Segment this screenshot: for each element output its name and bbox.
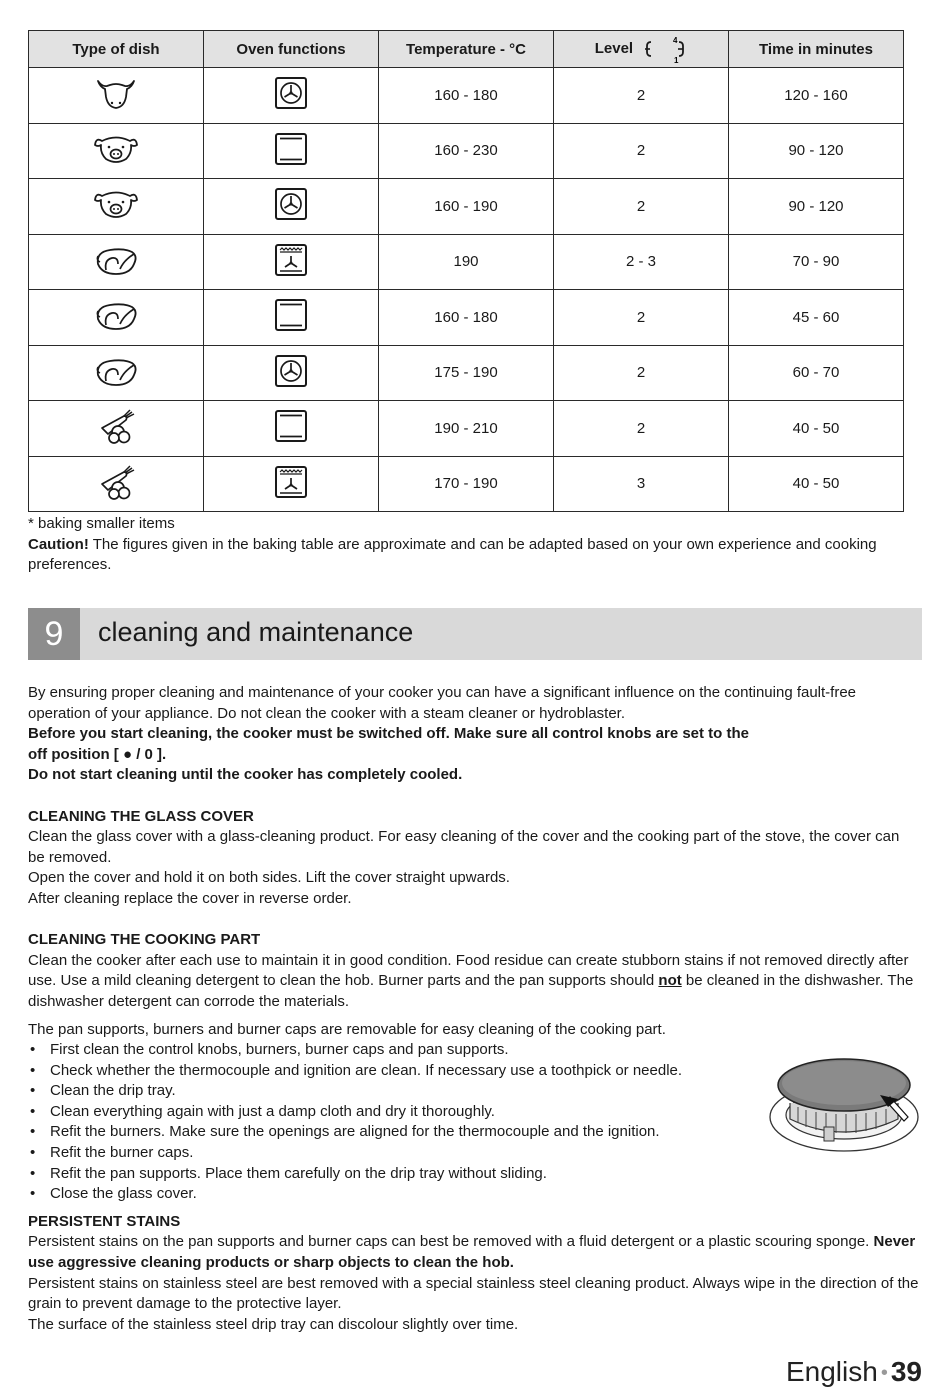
temperature-cell: 160 - 180 (379, 290, 554, 346)
section-number: 9 (28, 608, 80, 660)
intro-warning-3: Do not start cleaning until the cooker has completely cooled. (28, 766, 463, 784)
poultry-icon (92, 297, 140, 333)
table-row (29, 123, 904, 179)
level-cell: 2 (554, 345, 729, 401)
level-cell: 3 (554, 456, 729, 512)
temperature-cell: 170 - 190 (379, 456, 554, 512)
temperature-cell: 175 - 190 (379, 345, 554, 401)
vegetables-icon (94, 408, 138, 444)
dish-cell (29, 234, 204, 290)
list-item: • Close the glass cover. (28, 1184, 920, 1205)
temperature-cell: 190 (379, 234, 554, 290)
list-item: • Refit the burners. Make sure the openings are aligned for the thermocouple and the ignition. (28, 1122, 920, 1143)
cooking-part-heading: CLEANING THE COOKING PART (28, 931, 261, 949)
dish-cell (29, 123, 204, 179)
glass-cover-heading: CLEANING THE GLASS COVER (28, 807, 254, 825)
glass-cover-p1: Clean the glass cover with a glass-cleaning product. For easy cleaning of the cover and the cooking part of the stove, the cover can be removed. (28, 828, 900, 866)
fan-oven-icon (274, 76, 308, 110)
persistent-stains-heading: PERSISTENT STAINS (28, 1212, 181, 1230)
function-cell (204, 345, 379, 401)
caution-label: Caution! (28, 535, 89, 553)
level-cell: 2 - 3 (554, 234, 729, 290)
header-level (554, 31, 729, 68)
level-top-mark: 4 (673, 36, 678, 45)
level-cell: 2 (554, 68, 729, 124)
level-cell: 2 (554, 179, 729, 235)
dish-cell (29, 290, 204, 346)
table-row (29, 68, 904, 124)
baking-table-container (28, 30, 903, 512)
level-bottom-mark: 1 (674, 56, 679, 64)
fan-oven-icon (274, 187, 308, 221)
intro-warning-2: off position [ ● / 0 ]. (28, 745, 167, 763)
time-cell: 40 - 50 (729, 401, 904, 457)
cooking-part-p1-b: be cleaned in the dishwasher. The dishwasher detergent can corrode the materials. (28, 972, 914, 1010)
temperature-cell: 160 - 190 (379, 179, 554, 235)
table-row (29, 179, 904, 235)
footer-language: English (785, 1356, 878, 1387)
time-cell: 70 - 90 (729, 234, 904, 290)
function-cell (204, 179, 379, 235)
caution-text: The figures given in the baking table are approximate and can be adapted based on your own experience and cooking preferences. (28, 535, 877, 573)
table-notes (28, 514, 908, 576)
function-cell (204, 123, 379, 179)
header-time: Time in minutes (729, 31, 904, 68)
table-row (29, 234, 904, 290)
persistent-p2: Persistent stains on stainless steel are best removed with a special stainless steel cleaning product. Always wipe in the direction of the grain to prevent damage to the protective layer. (28, 1274, 919, 1313)
dish-cell (29, 179, 204, 235)
footer-separator: • (880, 1362, 888, 1385)
cooking-part-p2: The pan supports, burners and burner caps are removable for easy cleaning of the cooking part. (28, 1020, 666, 1038)
caution-note (28, 535, 908, 576)
shelf-level-icon (643, 36, 687, 62)
function-cell (204, 68, 379, 124)
function-cell (204, 290, 379, 346)
header-type-of-dish: Type of dish (29, 31, 204, 68)
fan-oven-icon (274, 354, 308, 388)
temperature-cell: 190 - 210 (379, 401, 554, 457)
level-cell: 2 (554, 123, 729, 179)
level-cell: 2 (554, 290, 729, 346)
list-item: • Clean everything again with just a damp cloth and dry it thoroughly. (28, 1102, 920, 1123)
grill-fan-icon (274, 243, 308, 277)
dish-cell (29, 456, 204, 512)
persistent-p1-text: Persistent stains on the pan supports and burner caps can best be removed with a fluid detergent or a plastic scouring sponge. (28, 1233, 874, 1251)
pork-icon (92, 186, 140, 222)
time-cell: 40 - 50 (729, 456, 904, 512)
persistent-p1-warning: Never use aggressive cleaning products or sharp objects to clean the hob. (28, 1233, 916, 1272)
table-row (29, 290, 904, 346)
header-oven-functions: Oven functions (204, 31, 379, 68)
time-cell: 60 - 70 (729, 345, 904, 401)
dish-cell (29, 401, 204, 457)
list-item: • First clean the control knobs, burners, burner caps and pan supports. (28, 1040, 920, 1061)
pork-icon (92, 131, 140, 167)
time-cell: 120 - 160 (729, 68, 904, 124)
time-cell: 90 - 120 (729, 179, 904, 235)
poultry-icon (92, 242, 140, 278)
section-content (28, 683, 920, 1335)
conventional-oven-icon (274, 132, 308, 166)
temperature-cell: 160 - 230 (379, 123, 554, 179)
cooking-part-p1-a: Clean the cooker after each use to maintain it in good condition. Food residue can create stubborn stains if not removed directly after use. Use a mild cleaning detergent to clean the hob. Burner parts and the pan supports should (28, 951, 909, 990)
cooking-part-not: not (658, 972, 682, 990)
table-row (29, 345, 904, 401)
list-item: • Refit the burner caps. (28, 1143, 920, 1164)
function-cell (204, 401, 379, 457)
grill-fan-icon (274, 465, 308, 499)
beef-icon (94, 75, 138, 111)
dish-cell (29, 68, 204, 124)
baking-table (28, 30, 904, 512)
list-item: • Check whether the thermocouple and ignition are clean. If necessary use a toothpick or needle. (28, 1061, 920, 1082)
vegetables-icon (94, 464, 138, 500)
list-item: • Refit the pan supports. Place them carefully on the drip tray without sliding. (28, 1164, 920, 1185)
glass-cover-p3: After cleaning replace the cover in reverse order. (28, 889, 352, 907)
list-item: • Clean the drip tray. (28, 1081, 920, 1102)
cooking-part-p1 (28, 951, 920, 1013)
page-number: 39 (890, 1356, 922, 1387)
intro-text: By ensuring proper cleaning and maintenance of your cooker you can have a significant influence on the continuing fault-free operation of your appliance. Do not clean the cooker with a steam cleaner or hydroblaster. (28, 684, 857, 722)
section-header (28, 608, 922, 660)
function-cell (204, 456, 379, 512)
conventional-oven-icon (274, 409, 308, 443)
table-header-row (29, 31, 904, 68)
dish-cell (29, 345, 204, 401)
time-cell: 90 - 120 (729, 123, 904, 179)
persistent-p3: The surface of the stainless steel drip tray can discolour slightly over time. (28, 1315, 519, 1333)
temperature-cell: 160 - 180 (379, 68, 554, 124)
header-temperature: Temperature - °C (379, 31, 554, 68)
page-footer (786, 1356, 922, 1388)
footnote: * baking smaller items (28, 515, 175, 532)
time-cell: 45 - 60 (729, 290, 904, 346)
table-row (29, 456, 904, 512)
burner-illustration (768, 1045, 920, 1157)
section-title: cleaning and maintenance (98, 617, 414, 647)
intro-warning-1: Before you start cleaning, the cooker must be switched off. Make sure all control knobs are set to the (28, 725, 750, 743)
conventional-oven-icon (274, 298, 308, 332)
header-level-label: Level (594, 39, 634, 57)
glass-cover-p2: Open the cover and hold it on both sides. Lift the cover straight upwards. (28, 869, 510, 887)
table-row (29, 401, 904, 457)
poultry-icon (92, 353, 140, 389)
function-cell (204, 234, 379, 290)
level-cell: 2 (554, 401, 729, 457)
persistent-p1 (28, 1232, 920, 1273)
